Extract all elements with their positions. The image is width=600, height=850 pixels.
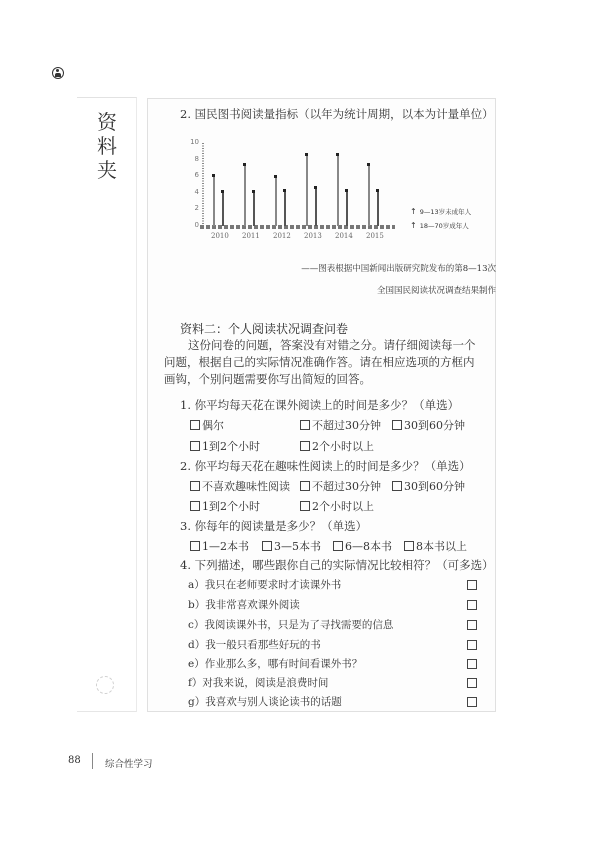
data-point-marker <box>252 190 255 193</box>
data-point-marker <box>212 174 215 177</box>
checkbox[interactable] <box>190 420 200 430</box>
q4-item-b: b）我非常喜欢课外阅读 <box>188 599 300 611</box>
q4-item-d: d）我一般只看那些好玩的书 <box>188 639 321 651</box>
stem-adults <box>253 191 255 226</box>
data-point-marker <box>274 175 277 178</box>
x-tick-label: 2013 <box>304 232 322 240</box>
y-tick-label: 10 <box>190 138 199 146</box>
x-tick-label: 2010 <box>211 232 229 240</box>
chart-title: 2. 国民图书阅读量指标（以年为统计周期，以本为计量单位） <box>180 107 494 121</box>
question-4: 4. 下列描述，哪些跟你自己的实际情况比较相符？（可多选） <box>180 558 494 572</box>
q1-option[interactable]: 2个小时以上 <box>300 438 374 454</box>
page-number: 88 <box>68 755 81 766</box>
q2-option[interactable]: 不超过30分钟 <box>300 478 381 494</box>
checkbox[interactable] <box>190 441 200 451</box>
q1-option[interactable]: 30到60分钟 <box>392 417 465 433</box>
x-tick-label: 2015 <box>366 232 384 240</box>
stem-minors <box>213 175 215 226</box>
checkbox[interactable] <box>392 481 402 491</box>
decorative-circle-icon <box>96 676 114 694</box>
q3-option[interactable]: 3—5本书 <box>262 538 321 554</box>
q2-option[interactable]: 不喜欢趣味性阅读 <box>190 478 290 494</box>
stem-adults <box>284 190 286 226</box>
checkbox[interactable] <box>392 420 402 430</box>
checkbox[interactable] <box>190 501 200 511</box>
data-point-marker <box>367 163 370 166</box>
arrow-up-icon: ↑ <box>410 221 417 230</box>
footer-divider <box>92 753 93 769</box>
legend-item-minors: ↑ 9—13岁未成年人 <box>410 205 471 219</box>
data-point-marker <box>376 189 379 192</box>
stem-minors <box>337 154 339 226</box>
question-2: 2. 你平均每天花在趣味性阅读上的时间是多少？（单选） <box>180 459 471 473</box>
q2-option[interactable]: 1到2个小时 <box>190 498 260 514</box>
q4-checkbox-f[interactable] <box>467 678 477 688</box>
q3-option[interactable]: 8本书以上 <box>404 538 467 554</box>
q4-checkbox-c[interactable] <box>467 620 477 630</box>
data-point-marker <box>345 189 348 192</box>
checkbox[interactable] <box>262 541 272 551</box>
q1-option[interactable]: 1到2个小时 <box>190 438 260 454</box>
q4-checkbox-g[interactable] <box>467 697 477 707</box>
y-tick-label: 0 <box>194 221 199 229</box>
survey-intro: 这份问卷的问题，答案没有对错之分。请仔细阅读每一个问题，根据自己的实际情况准确作答。请在相应选项的方框内画钩，个别问题需要你写出简短的回答。 <box>164 338 476 386</box>
x-tick-label: 2011 <box>242 232 260 240</box>
stem-adults <box>222 191 224 226</box>
side-tab-title: 资料夹 <box>97 110 117 182</box>
x-axis <box>200 225 395 229</box>
data-point-marker <box>305 153 308 156</box>
q1-option[interactable]: 不超过30分钟 <box>300 417 381 433</box>
data-point-marker <box>336 153 339 156</box>
checkbox[interactable] <box>300 501 310 511</box>
q3-option[interactable]: 6—8本书 <box>333 538 392 554</box>
question-3: 3. 你每年的阅读量是多少？（单选） <box>180 519 368 533</box>
q4-checkbox-e[interactable] <box>467 659 477 669</box>
stem-minors <box>244 164 246 226</box>
stem-adults <box>346 190 348 226</box>
stem-minors <box>275 176 277 226</box>
chart-source-line-2: 全国国民阅读状况调查结果制作 <box>376 286 496 296</box>
stem-minors <box>306 154 308 226</box>
q4-checkbox-a[interactable] <box>467 580 477 590</box>
stem-adults <box>377 190 379 226</box>
q4-item-c: c）我阅读课外书，只是为了寻找需要的信息 <box>188 619 394 631</box>
data-point-marker <box>243 163 246 166</box>
checkbox[interactable] <box>300 420 310 430</box>
y-axis <box>202 143 204 226</box>
data-point-marker <box>283 189 286 192</box>
section-name: 综合性学习 <box>105 759 153 770</box>
side-tab <box>77 97 137 712</box>
q4-item-e: e）作业那么多，哪有时间看课外书？ <box>188 658 363 670</box>
data-point-marker <box>314 186 317 189</box>
y-tick-label: 8 <box>194 154 199 163</box>
x-tick-label: 2012 <box>273 232 291 240</box>
y-tick-label: 6 <box>194 171 199 180</box>
q1-option[interactable]: 偶尔 <box>190 417 224 433</box>
checkbox[interactable] <box>404 541 414 551</box>
checkbox[interactable] <box>190 481 200 491</box>
y-tick-label: 2 <box>194 204 199 213</box>
x-tick-label: 2014 <box>335 232 353 240</box>
stem-chart <box>180 135 405 245</box>
stem-adults <box>315 187 317 226</box>
y-tick-label: 4 <box>194 187 199 196</box>
data-point-marker <box>221 190 224 193</box>
q4-checkbox-d[interactable] <box>467 640 477 650</box>
checkbox[interactable] <box>300 481 310 491</box>
q4-item-a: a）我只在老师要求时才读课外书 <box>188 579 342 591</box>
question-1: 1. 你平均每天花在课外阅读上的时间是多少？（单选） <box>180 398 460 412</box>
arrow-up-icon: ↑ <box>410 207 417 216</box>
stem-minors <box>368 164 370 226</box>
checkbox[interactable] <box>333 541 343 551</box>
chart-legend <box>410 205 471 233</box>
q4-item-g: g）我喜欢与别人谈论读书的话题 <box>188 696 342 708</box>
checkbox[interactable] <box>190 541 200 551</box>
checkbox[interactable] <box>300 441 310 451</box>
q2-option[interactable]: 30到60分钟 <box>392 478 465 494</box>
legend-item-adults: ↑ 18—70岁成年人 <box>410 219 471 233</box>
q4-checkbox-b[interactable] <box>467 600 477 610</box>
q4-item-f: f）对我来说，阅读是浪费时间 <box>188 677 329 689</box>
q2-option[interactable]: 2个小时以上 <box>300 498 374 514</box>
chart-source-line-1: ——图表根据中国新闻出版研究院发布的第8—13次 <box>301 264 496 274</box>
student-icon <box>52 67 64 79</box>
section-heading: 资料二：个人阅读状况调查问卷 <box>180 322 349 336</box>
q3-option[interactable]: 1—2本书 <box>190 538 249 554</box>
